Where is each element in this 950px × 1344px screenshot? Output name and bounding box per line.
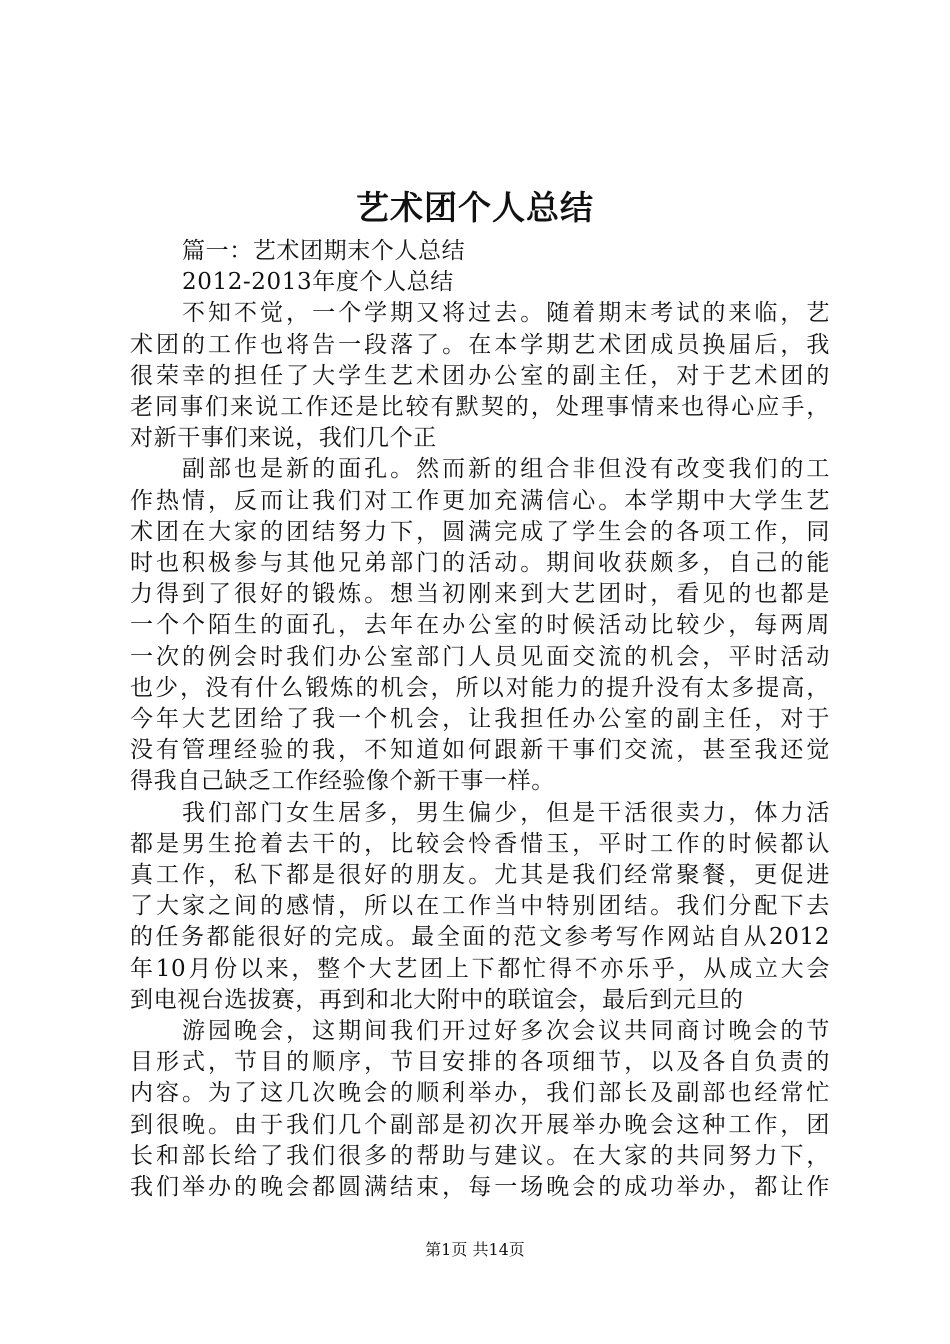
- paragraph-line: 副部也是新的面孔。然而新的组合非但没有改变我们的工: [182, 456, 830, 483]
- paragraph-line: 一个个陌生的面孔，去年在办公室的时候活动比较少，每两周: [130, 612, 830, 639]
- document-title: 艺术团个人总结: [356, 188, 594, 227]
- paragraph-line: 没有管理经验的我，不知道如何跟新干事们交流，甚至我还觉: [130, 737, 830, 764]
- paragraph-line: 很荣幸的担任了大学生艺术团办公室的副主任，对于艺术团的: [130, 362, 830, 389]
- paragraph-line: 长和部长给了我们很多的帮助与建议。在大家的共同努力下，: [130, 1142, 830, 1169]
- page-number-footer: 第1页 共14页: [425, 1240, 525, 1259]
- paragraph-line: 一次的例会时我们办公室部门人员见面交流的机会，平时活动: [130, 643, 830, 670]
- paragraph-line: 术团在大家的团结努力下，圆满完成了学生会的各项工作，同: [130, 518, 830, 545]
- year-heading: 2012-2013年度个人总结: [182, 269, 454, 296]
- section-heading: 篇一：艺术团期末个人总结: [182, 238, 466, 264]
- paragraph-line: 对新干事们来说，我们几个正: [130, 425, 437, 452]
- paragraph-line: 我们部门女生居多，男生偏少，但是干活很卖力，体力活: [182, 799, 830, 826]
- document-body: [130, 236, 830, 1203]
- paragraph-line: 得我自己缺乏工作经验像个新干事一样。: [130, 768, 555, 795]
- paragraph-line: 今年大艺团给了我一个机会，让我担任办公室的副主任，对于: [130, 706, 830, 733]
- paragraph-line: 到很晚。由于我们几个副部是初次开展举办晚会这种工作，团: [130, 1111, 830, 1138]
- paragraph-line: 不知不觉，一个学期又将过去。随着期末考试的来临，艺: [182, 300, 830, 327]
- paragraph-line: 时也积极参与其他兄弟部门的活动。期间收获颇多，自己的能: [130, 550, 830, 577]
- paragraph-line: 作热情，反而让我们对工作更加充满信心。本学期中大学生艺: [130, 487, 830, 514]
- paragraph-line: 力得到了很好的锻炼。想当初刚来到大艺团时，看见的也都是: [130, 581, 830, 608]
- paragraph-line: 术团的工作也将告一段落了。在本学期艺术团成员换届后，我: [130, 331, 830, 358]
- paragraph-line: 真工作，私下都是很好的朋友。尤其是我们经常聚餐，更促进: [130, 862, 830, 889]
- paragraph-line: 游园晚会，这期间我们开过好多次会议共同商讨晚会的节: [182, 1018, 830, 1045]
- paragraph-line: 到电视台选拔赛，再到和北大附中的联谊会，最后到元旦的: [130, 986, 744, 1013]
- paragraph-line: 目形式，节目的顺序，节目安排的各项细节，以及各自负责的: [130, 1049, 830, 1076]
- paragraph-line: 我们举办的晚会都圆满结束，每一场晚会的成功举办，都让作: [130, 1174, 830, 1201]
- paragraph-line: 年10月份以来，整个大艺团上下都忙得不亦乐乎，从成立大会: [130, 955, 830, 982]
- paragraph-line: 内容。为了这几次晚会的顺利举办，我们部长及副部也经常忙: [130, 1080, 830, 1107]
- paragraph-line: 也少，没有什么锻炼的机会，所以对能力的提升没有太多提高，: [130, 674, 830, 701]
- paragraph-line: 老同事们来说工作还是比较有默契的，处理事情来也得心应手，: [130, 394, 830, 421]
- paragraph-line: 都是男生抢着去干的，比较会怜香惜玉，平时工作的时候都认: [130, 830, 830, 857]
- paragraph-line: 的任务都能很好的完成。最全面的范文参考写作网站自从2012: [130, 924, 830, 951]
- paragraph-line: 了大家之间的感情，所以在工作当中特别团结。我们分配下去: [130, 893, 830, 920]
